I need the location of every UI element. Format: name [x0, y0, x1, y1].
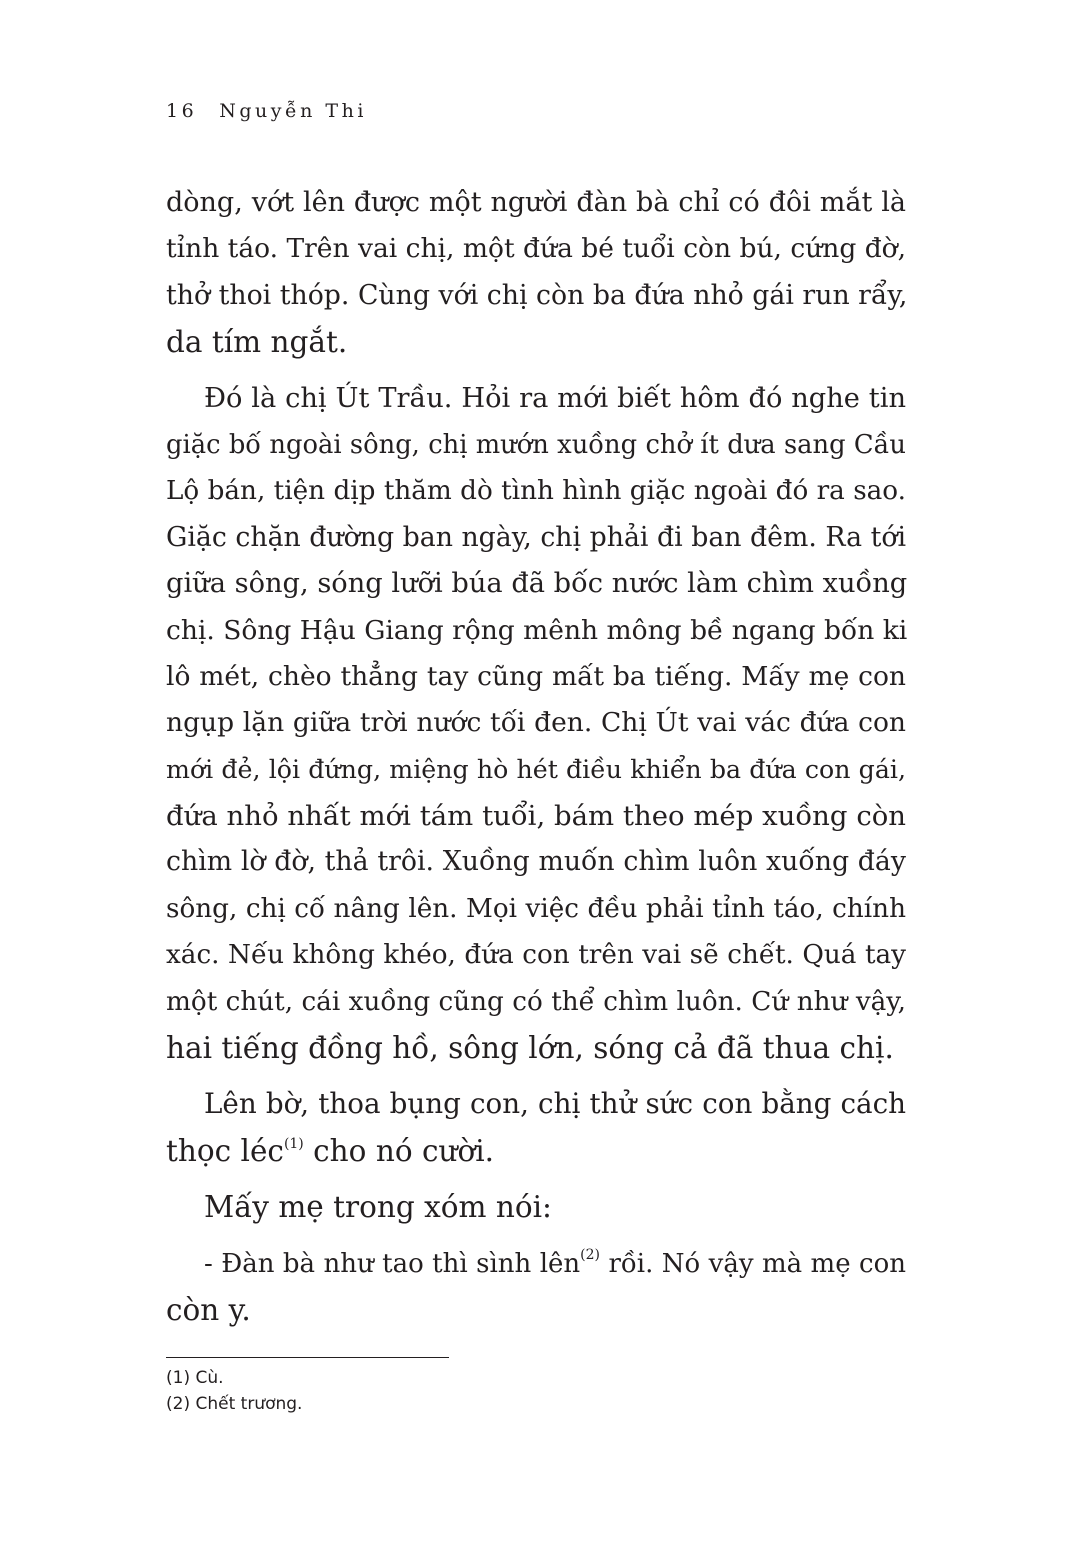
- text-line: hai tiếng đồng hồ, sông lớn, sóng cả đã thua chị.: [166, 1031, 894, 1066]
- text-line: tỉnh táo. Trên vai chị, một đứa bé tuổi còn bú, cứng đờ,: [166, 233, 907, 265]
- footnote-ref-2: (2): [580, 1246, 601, 1263]
- text-fragment: cho nó cười.: [303, 1133, 495, 1168]
- text-line: chị. Sông Hậu Giang rộng mênh mông bề ngang bốn ki: [166, 614, 908, 646]
- text-line: Mấy mẹ trong xóm nói:: [204, 1190, 552, 1225]
- text-line: Lên bờ, thoa bụng con, chị thử sức con bằng cách: [204, 1087, 906, 1121]
- text-line: đứa nhỏ nhất mới tám tuổi, bám theo mép xuồng còn: [166, 800, 906, 833]
- footnote-2: (2) Chết trương.: [166, 1394, 303, 1414]
- text-line: Giặc chặn đường ban ngày, chị phải đi ban đêm. Ra tới: [166, 521, 906, 553]
- text-line: chìm lờ đờ, thả trôi. Xuồng muốn chìm luôn xuống đáy: [166, 846, 906, 878]
- text-line: dòng, vớt lên được một người đàn bà chỉ có đôi mắt là: [166, 187, 906, 218]
- text-line: giữa sông, sóng lưỡi búa đã bốc nước làm chìm xuồng: [166, 568, 908, 600]
- running-head: [166, 100, 367, 122]
- text-fragment: - Đàn bà như tao thì sình lên: [204, 1248, 581, 1279]
- paragraph-2: [166, 376, 906, 1072]
- text-line: sông, chị cố nâng lên. Mọi việc đều phải tỉnh táo, chính: [166, 893, 906, 924]
- paragraph-1: [166, 180, 906, 366]
- text-line: một chút, cái xuồng cũng có thể chìm luôn. Cứ như vậy,: [166, 986, 906, 1017]
- text-line: [166, 1128, 906, 1174]
- text-line: thở thoi thóp. Cùng với chị còn ba đứa nhỏ gái run rẩy,: [166, 279, 908, 311]
- text-fragment: thọc léc: [166, 1133, 284, 1168]
- text-line: còn y.: [166, 1292, 251, 1327]
- text-line: [166, 1241, 906, 1287]
- author-name: Nguyễn Thi: [219, 100, 367, 122]
- text-line: xác. Nếu không khéo, đứa con trên vai sẽ chết. Quá tay: [166, 940, 906, 971]
- text-line: giặc bố ngoài sông, chị mướn xuồng chở ít dưa sang Cầu: [166, 429, 906, 460]
- paragraph-5: [166, 1241, 906, 1334]
- text-line: lô mét, chèo thẳng tay cũng mất ba tiếng. Mấy mẹ con: [166, 660, 906, 692]
- text-line: da tím ngắt.: [166, 325, 348, 360]
- footnote-divider: [166, 1357, 449, 1358]
- body-text: [166, 180, 906, 1333]
- text-line: mới đẻ, lội đứng, miệng hò hét điều khiển ba đứa con gái,: [166, 754, 906, 784]
- paragraph-3: [166, 1081, 906, 1174]
- paragraph-4: [166, 1184, 906, 1230]
- text-line: Lộ bán, tiện dịp thăm dò tình hình giặc ngoài đó ra sao.: [166, 476, 906, 507]
- footnotes: [166, 1365, 302, 1417]
- text-line: ngụp lặn giữa trời nước tối đen. Chị Út vai vác đứa con: [166, 707, 906, 739]
- footnote-ref-1: (1): [283, 1135, 304, 1152]
- footnote-1: (1) Cù.: [166, 1368, 224, 1388]
- text-fragment: rồi. Nó vậy mà mẹ con: [600, 1248, 906, 1279]
- text-line: Đó là chị Út Trầu. Hỏi ra mới biết hôm đó nghe tin: [204, 382, 906, 414]
- page-number: 16: [166, 100, 198, 122]
